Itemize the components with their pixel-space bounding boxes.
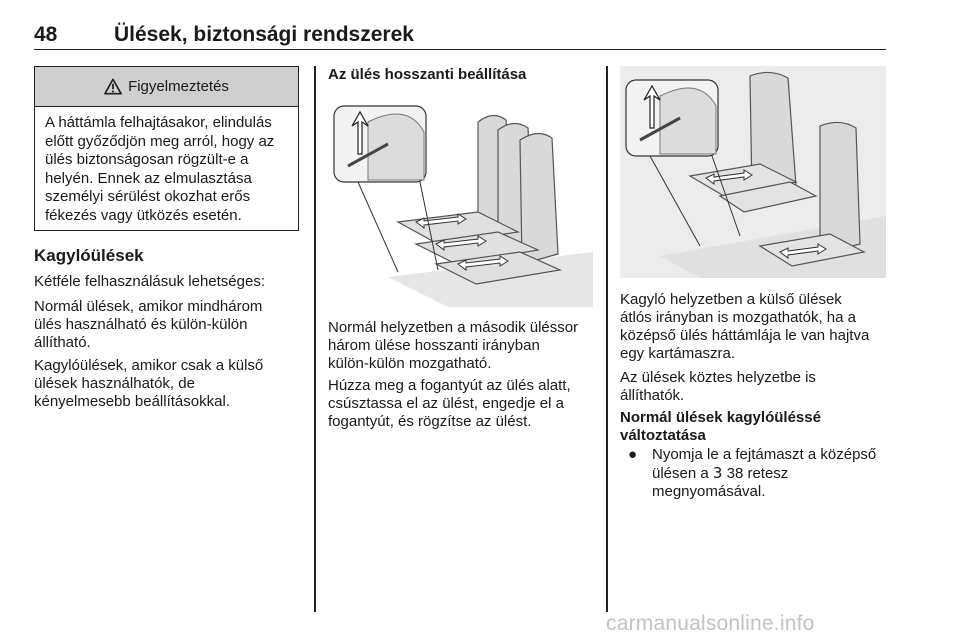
warning-line: ülés biztonságosan rögzült-e a (45, 151, 249, 168)
text-line: középső ülés háttámlája le van hajtva (620, 327, 870, 344)
watermark: carmanualsonline.info (606, 612, 815, 635)
text-line: megnyomásával. (652, 483, 766, 500)
warning-triangle-icon (104, 78, 122, 95)
text-line: csúsztassa el az ülést, engedje el a (328, 395, 564, 412)
paragraph-usage: Kétféle felhasználásuk lehetséges: (34, 273, 265, 290)
text-line: átlós irányban is mozgathatók, ha a (620, 309, 856, 326)
paragraph-shell-seats (34, 357, 263, 411)
warning-text (35, 107, 298, 225)
warning-line: fékezés vagy ütközés esetén. (45, 206, 242, 224)
section-heading-kagyloulesek: Kagylóülések (34, 246, 144, 265)
text-line: fogantyút, és rögzítse az ülést. (328, 413, 532, 430)
warning-line: személyi sérülést okozhat erős (45, 188, 251, 205)
text-line: három ülése hosszanti irányban (328, 337, 540, 354)
paragraph-intermediate (620, 369, 816, 405)
section-heading-longitudinal: Az ülés hosszanti beállítása (328, 66, 527, 83)
page-header (34, 20, 886, 50)
page-number: 48 (34, 23, 58, 46)
text-line: Húzza meg a fogantyút az ülés alatt, (328, 377, 571, 394)
text-line: külön-külön mozgatható. (328, 355, 492, 372)
paragraph-shell-position (620, 291, 869, 363)
text-line: ülések használhatók, de (34, 375, 195, 392)
text-line: állíthatók. (620, 387, 685, 404)
text-fragment: ülésen a (652, 465, 713, 482)
column-divider-left (314, 66, 316, 612)
reference-arrow-icon: 3 (712, 464, 723, 482)
column-divider-right (606, 66, 608, 612)
figure-shell-position (620, 66, 886, 278)
warning-line: helyén. Ennek az elmulasztása (45, 169, 252, 187)
text-line: változtatása (620, 427, 706, 444)
paragraph-instructions (328, 377, 571, 431)
text-line: egy kartámaszra. (620, 345, 736, 362)
text-line: Normál ülések kagylóüléssé (620, 409, 821, 426)
warning-box (34, 66, 299, 231)
page-title: Ülések, biztonsági rendszerek (114, 23, 414, 46)
bullet-mark: ● (628, 446, 638, 463)
text-line: Normál ülések, amikor mindhárom (34, 298, 263, 315)
text-line: Kagylóülések, amikor csak a külső (34, 357, 264, 374)
warning-line: előtt győződjön meg arról, hogy az (45, 132, 275, 150)
text-line: Normál helyzetben a második üléssor (328, 319, 579, 336)
text-line: kényelmesebb beállításokkal. (34, 393, 230, 410)
warning-title: Figyelmeztetés (128, 78, 229, 95)
paragraph-normal-position (328, 319, 578, 373)
text-line: állítható. (34, 334, 91, 351)
figure-longitudinal-adjustment (328, 92, 593, 307)
warning-line: A háttámla felhajtásakor, elindulás (45, 114, 272, 131)
text-line: Nyomja le a fejtámaszt a középső (652, 446, 877, 463)
page-reference-link[interactable] (713, 465, 788, 482)
paragraph-normal-seats (34, 298, 262, 352)
subheading-convert-to-shell (620, 409, 821, 445)
text-line (652, 464, 876, 483)
reference-text: 38 retesz (722, 465, 789, 482)
text-line: ülés használható és külön-külön (34, 316, 248, 333)
text-line: Kagyló helyzetben a külső ülések (620, 291, 842, 308)
warning-header (35, 67, 298, 107)
bullet-item-headrest (652, 446, 876, 501)
text-line: Az ülések köztes helyzetbe is (620, 369, 816, 386)
